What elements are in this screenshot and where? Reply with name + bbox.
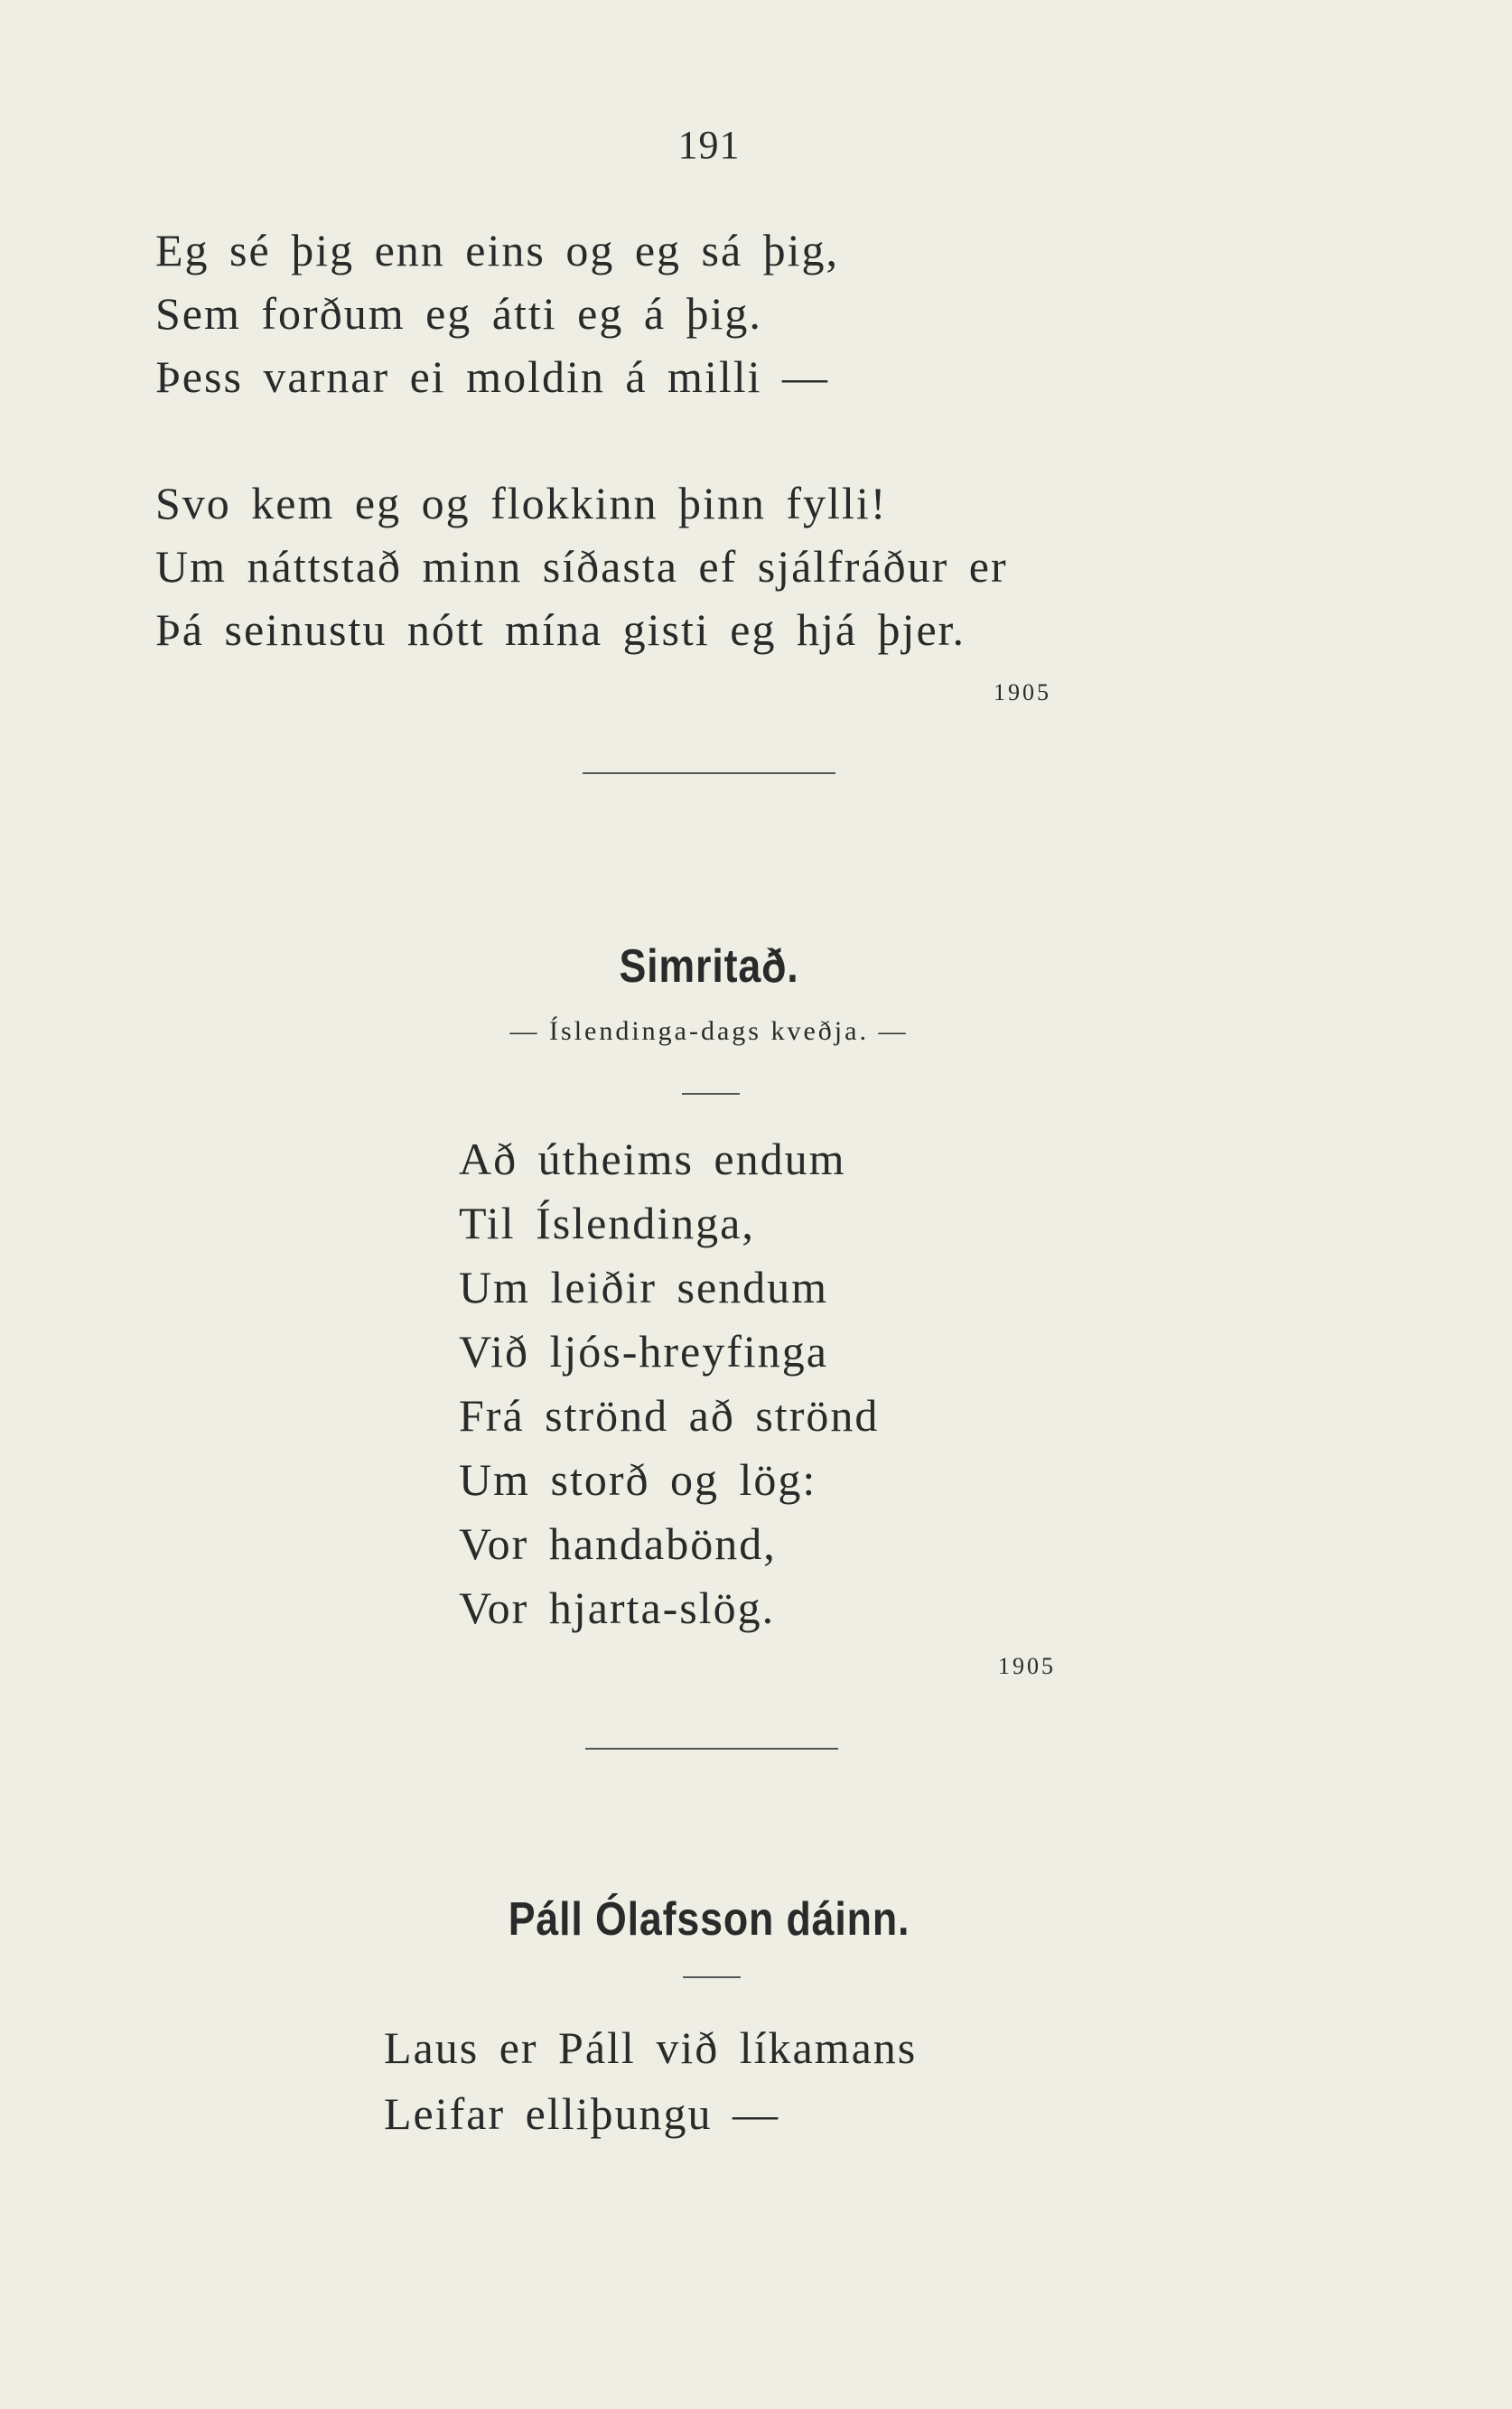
verse-line: Um leiðir sendum: [459, 1262, 829, 1312]
poem-date: 1905: [998, 1653, 1056, 1679]
page-number: 191: [677, 123, 741, 167]
title-divider: [682, 1093, 740, 1095]
verse-line: Vor handabönd,: [459, 1518, 777, 1569]
verse-line: Þá seinustu nótt mína gisti eg hjá þjer.: [155, 604, 966, 655]
poem-date: 1905: [994, 679, 1051, 705]
poem-subtitle: — Íslendinga-dags kveðja. —: [509, 1016, 909, 1046]
verse-line: Til Íslendinga,: [459, 1198, 755, 1248]
section-divider: [585, 1748, 838, 1750]
verse-line: Þess varnar ei moldin á milli —: [155, 351, 830, 402]
section-divider: [583, 772, 835, 774]
poem-title: Páll Ólafsson dáinn.: [508, 1893, 910, 1946]
verse-line: Laus er Páll við líkamans: [384, 2022, 918, 2073]
verse-line: Vor hjarta-slög.: [459, 1583, 776, 1633]
verse-line: Leifar elliþungu —: [384, 2088, 779, 2139]
verse-line: Frá strönd að strönd: [459, 1390, 880, 1441]
verse-line: Sem forðum eg átti eg á þig.: [155, 288, 762, 339]
verse-line: Eg sé þig enn eins og eg sá þig,: [155, 225, 840, 275]
poem-title: Simritað.: [619, 940, 799, 993]
verse-line: Að útheims endum: [459, 1134, 846, 1184]
verse-line: Um storð og lög:: [459, 1454, 817, 1505]
verse-line: Svo kem eg og flokkinn þinn fylli!: [155, 478, 888, 528]
verse-line: Um náttstað minn síðasta ef sjálfráður er: [155, 541, 1008, 592]
verse-line: Við ljós-hreyfinga: [459, 1326, 828, 1377]
title-divider: [683, 1976, 741, 1978]
